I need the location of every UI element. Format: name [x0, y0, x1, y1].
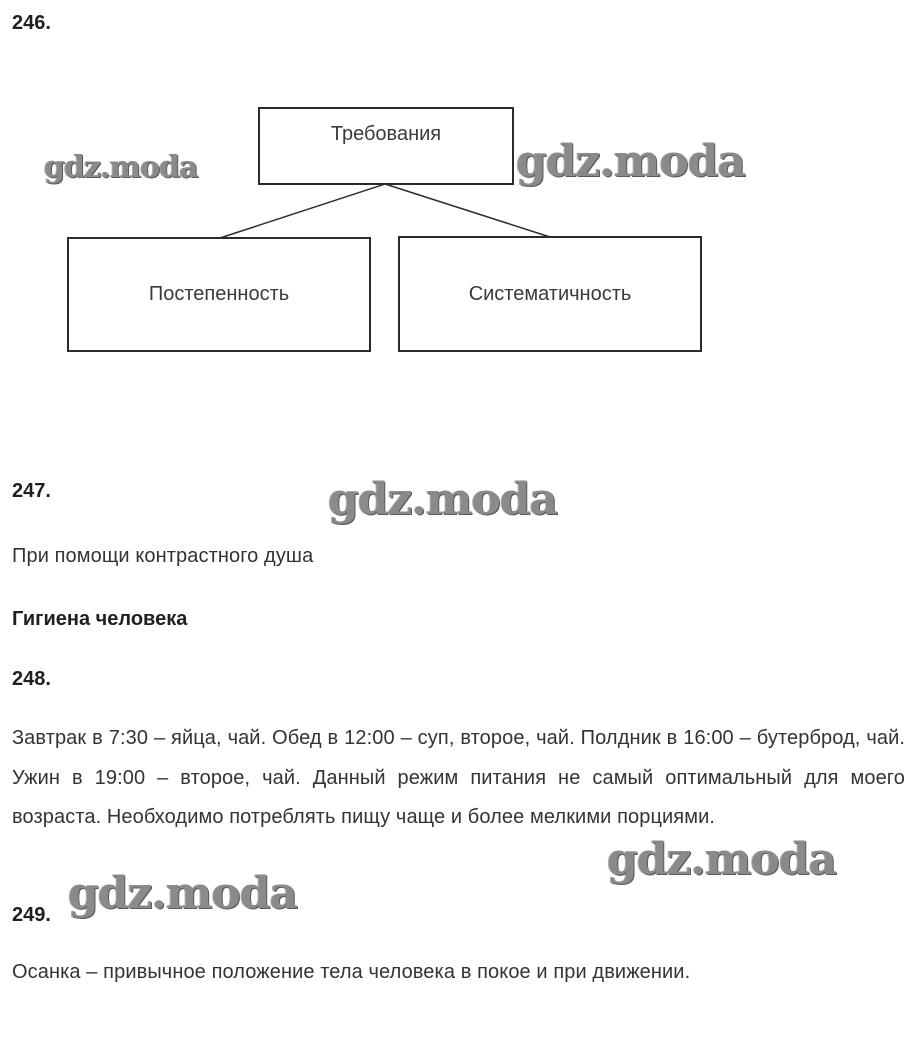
watermark-logo: gdz.moda [68, 868, 298, 919]
task-246-number: 246. [12, 12, 51, 34]
diagram-root-label: Требования [330, 123, 442, 145]
diagram-child-label-1: Постепенность [148, 283, 290, 305]
task-249-number: 249. [12, 904, 51, 926]
connector-right [385, 184, 550, 237]
task-247-number: 247. [12, 480, 51, 502]
diagram-child-box-1 [67, 237, 371, 352]
watermark-logo: gdz.moda [328, 474, 558, 525]
task-248-number: 248. [12, 668, 51, 690]
task-247-answer: При помощи контрастного душа [12, 545, 314, 567]
watermark-logo: gdz.moda [44, 150, 198, 185]
task-248-answer: Завтрак в 7:30 – яйца, чай. Обед в 12:00 – суп, второе, чай. Полдник в 16:00 – бутерброд, чай. Ужин в 19:00 – второе, чай. Данный режим питания не самый оптимальный для моего возраста. Необходимо потреблять пищу чаще и более мелкими порциями. [12, 727, 905, 828]
watermark-logo: gdz.moda [607, 834, 837, 885]
diagram-child-box-2 [398, 236, 702, 352]
connector-left [220, 184, 385, 238]
section-title: Гигиена человека [12, 608, 188, 630]
watermark-logo: gdz.moda [516, 136, 746, 187]
diagram-root-box [258, 107, 514, 185]
task-249-answer: Осанка – привычное положение тела человека в покое и при движении. [12, 961, 691, 983]
diagram-child-label-2: Систематичность [468, 282, 632, 305]
